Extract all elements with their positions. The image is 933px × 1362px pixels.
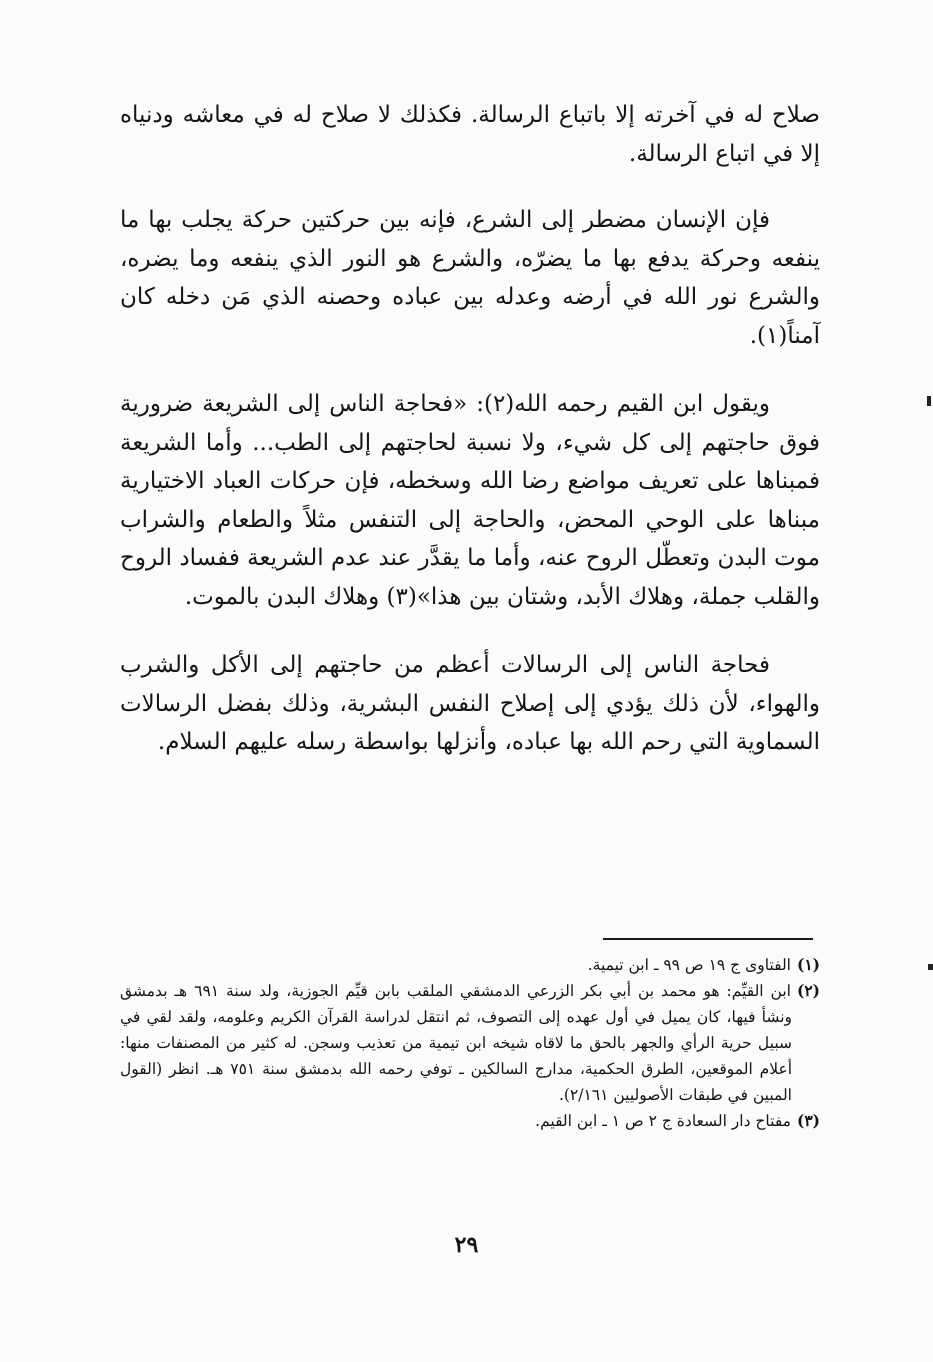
footnote-1 (120, 952, 820, 978)
paragraph-4: فحاجة الناس إلى الرسالات أعظم من حاجتهم إلى الأكل والشرب والهواء، لأن ذلك يؤدي إلى إصلاح النفس البشرية، وذلك بفضل الرسالات السماوية التي رحم الله بها عباده، وأنزلها بواسطة رسله عليهم السلام. (120, 652, 820, 755)
footnote-number: (١) (796, 955, 820, 974)
footnote-text: مفتاح دار السعادة ج ٢ ص ١ ـ ابن القيم. (535, 1112, 791, 1130)
footnote-number: (٢) (796, 981, 820, 1000)
footnote-text: الفتاوى ج ١٩ ص ٩٩ ـ ابن تيمية. (587, 956, 791, 974)
footnote-divider (603, 938, 813, 940)
paragraph-1: صلاح له في آخرته إلا باتباع الرسالة. فكذلك لا صلاح له في معاشه ودنياه إلا في اتباع الرسالة. (120, 102, 820, 167)
scan-mark (927, 396, 931, 406)
footnote-2 (120, 978, 820, 1108)
footnote-3 (120, 1108, 820, 1134)
page-number: ٢٩ (454, 1232, 479, 1258)
main-text (120, 96, 820, 762)
footnote-number: (٣) (796, 1111, 820, 1130)
footnotes (120, 952, 820, 1134)
footnote-text: ابن القيِّم: هو محمد بن أبي بكر الزرعي الدمشقي الملقب بابن قيِّم الجوزية، ولد سنة ٦٩١ هـ بدمشق ونشأ فيها، كان يميل في أول عهده إلى التصوف، ثم انتقل لدراسة القرآن الكريم وعلومه، ولقد لقي في سبيل حرية الرأي والجهر بالحق ما لاقاه شيخه ابن تيمية من تعذيب وسجن. له كثير من المصنفات منها: أعلام الموقعين، الطرق الحكمية، مدارج السالكين ـ توفي رحمه الله بدمشق سنة ٧٥١ هـ. انظر (القول المبين في طبقات الأصوليين ٢/١٦١). (120, 982, 793, 1104)
paragraph-2: فإن الإنسان مضطر إلى الشرع، فإنه بين حركتين حركة يجلب بها ما ينفعه وحركة يدفع بها ما يضرّه، والشرع هو النور الذي ينفعه وما يضره، والشرع نور الله في أرضه وعدله بين عباده وحصنه الذي مَن دخله كان آمناً(١). (120, 207, 820, 349)
paragraph-3: ويقول ابن القيم رحمه الله(٢): «فحاجة الناس إلى الشريعة ضرورية فوق حاجتهم إلى كل شيء، ولا نسبة لحاجتهم إلى الطب... وأما الشريعة فمبناها على تعريف مواضع رضا الله وسخطه، فإن حركات العباد الاختيارية مبناها على الوحي المحض، والحاجة إلى التنفس مثلاً والطعام والشراب موت البدن وتعطّل الروح عنه، وأما ما يقدَّر عند عدم الشريعة ففساد الروح والقلب جملة، وهلاك الأبد، وشتان بين هذا»(٣) وهلاك البدن بالموت. (120, 391, 820, 610)
scan-mark (928, 964, 933, 970)
